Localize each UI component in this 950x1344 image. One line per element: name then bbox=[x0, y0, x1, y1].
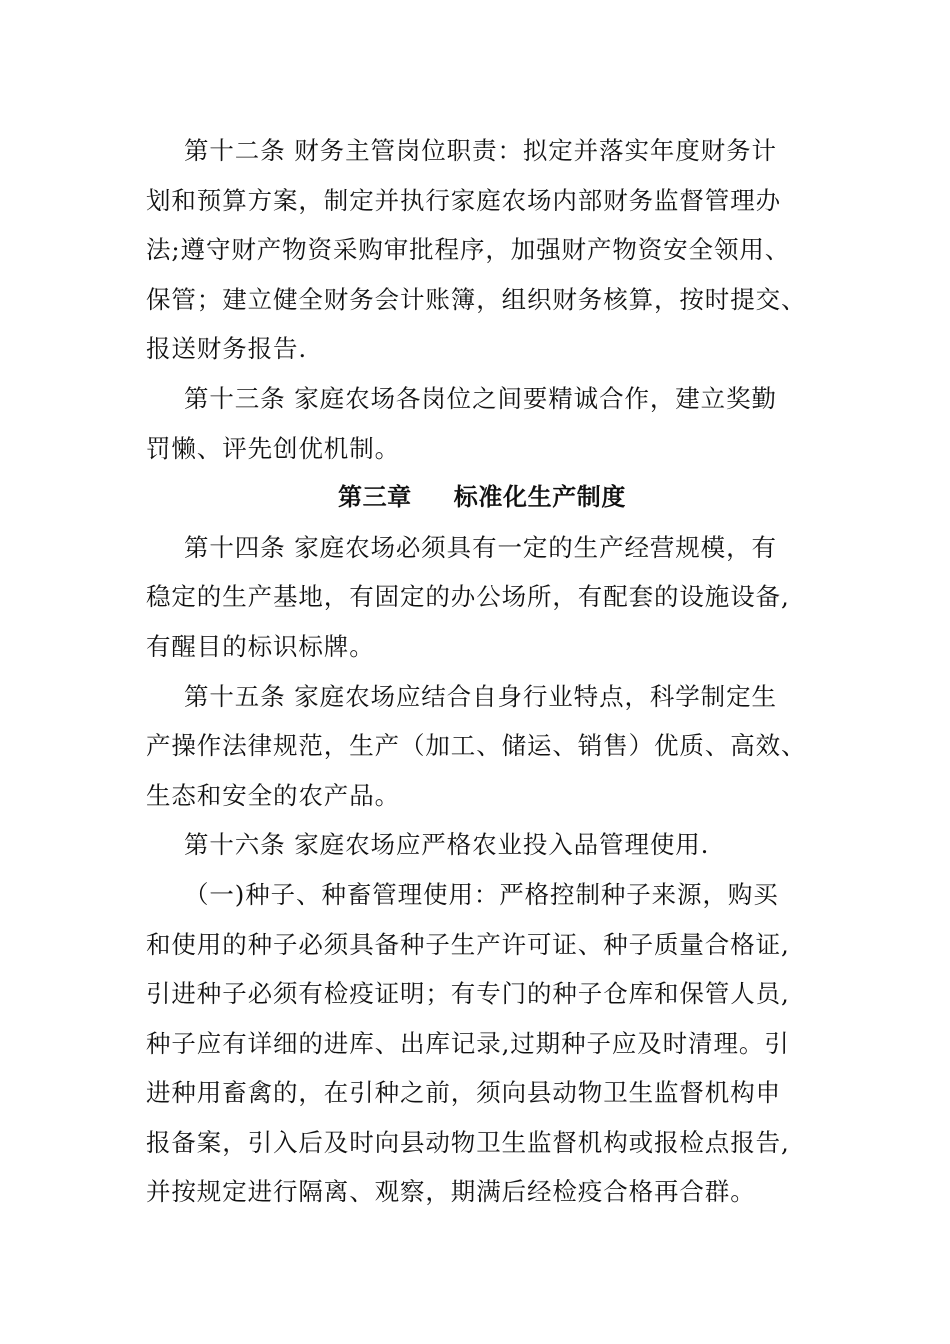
text-line: 产操作法律规范，生产（加工、储运、销售）优质、高效、 bbox=[146, 731, 807, 761]
text-line: 法;遵守财产物资采购审批程序，加强财产物资安全领用、 bbox=[146, 235, 791, 265]
text-line: 罚懒、评先创优机制。 bbox=[146, 433, 400, 463]
article-15 bbox=[146, 672, 806, 821]
text-line: 第十二条 财务主管岗位职责：拟定并落实年度财务计 bbox=[184, 136, 777, 165]
article-14 bbox=[146, 523, 806, 672]
article-12 bbox=[146, 126, 806, 374]
text-line: 第十五条 家庭农场应结合自身行业特点，科学制定生 bbox=[184, 681, 777, 711]
text-line: 有醒目的标识标牌。 bbox=[146, 631, 375, 661]
text-line: 和使用的种子必须具备种子生产许可证、种子质量合格证, bbox=[146, 929, 790, 959]
article-13 bbox=[146, 374, 806, 473]
text-line: 并按规定进行隔离、观察，期满后经检疫合格再合群。 bbox=[146, 1177, 756, 1207]
text-line: 第十三条 家庭农场各岗位之间要精诚合作，建立奖勤 bbox=[184, 383, 777, 413]
text-line: 报送财务报告. bbox=[146, 334, 308, 364]
chapter-heading bbox=[146, 473, 806, 523]
text-line: 保管；建立健全财务会计账簿，组织财务核算，按时提交、 bbox=[146, 284, 807, 314]
text-line: 稳定的生产基地，有固定的办公场所，有配套的设施设备, bbox=[146, 582, 790, 612]
text-line: （一)种子、种畜管理使用：严格控制种子来源，购买 bbox=[184, 879, 779, 909]
text-line: 报备案，引入后及时向县动物卫生监督机构或报检点报告, bbox=[146, 1127, 790, 1157]
chapter-number: 第三章 bbox=[337, 483, 412, 512]
text-line: 进种用畜禽的，在引种之前，须向县动物卫生监督机构申 bbox=[146, 1078, 781, 1108]
text-line: 种子应有详细的进库、出库记录,过期种子应及时清理。引 bbox=[146, 1028, 790, 1058]
text-line: 第十四条 家庭农场必须具有一定的生产经营规模，有 bbox=[184, 532, 777, 562]
text-line: 第十六条 家庭农场应严格农业投入品管理使用. bbox=[184, 830, 710, 860]
text-line: 生态和安全的农产品。 bbox=[146, 780, 400, 810]
article-16 bbox=[146, 820, 806, 870]
text-line: 划和预算方案，制定并执行家庭农场内部财务监督管理办 bbox=[146, 185, 781, 215]
chapter-title: 标准化生产制度 bbox=[453, 483, 626, 512]
item-1 bbox=[146, 870, 806, 1217]
document-body bbox=[146, 126, 806, 1217]
text-line: 引进种子必须有检疫证明；有专门的种子仓库和保管人员, bbox=[146, 979, 790, 1009]
